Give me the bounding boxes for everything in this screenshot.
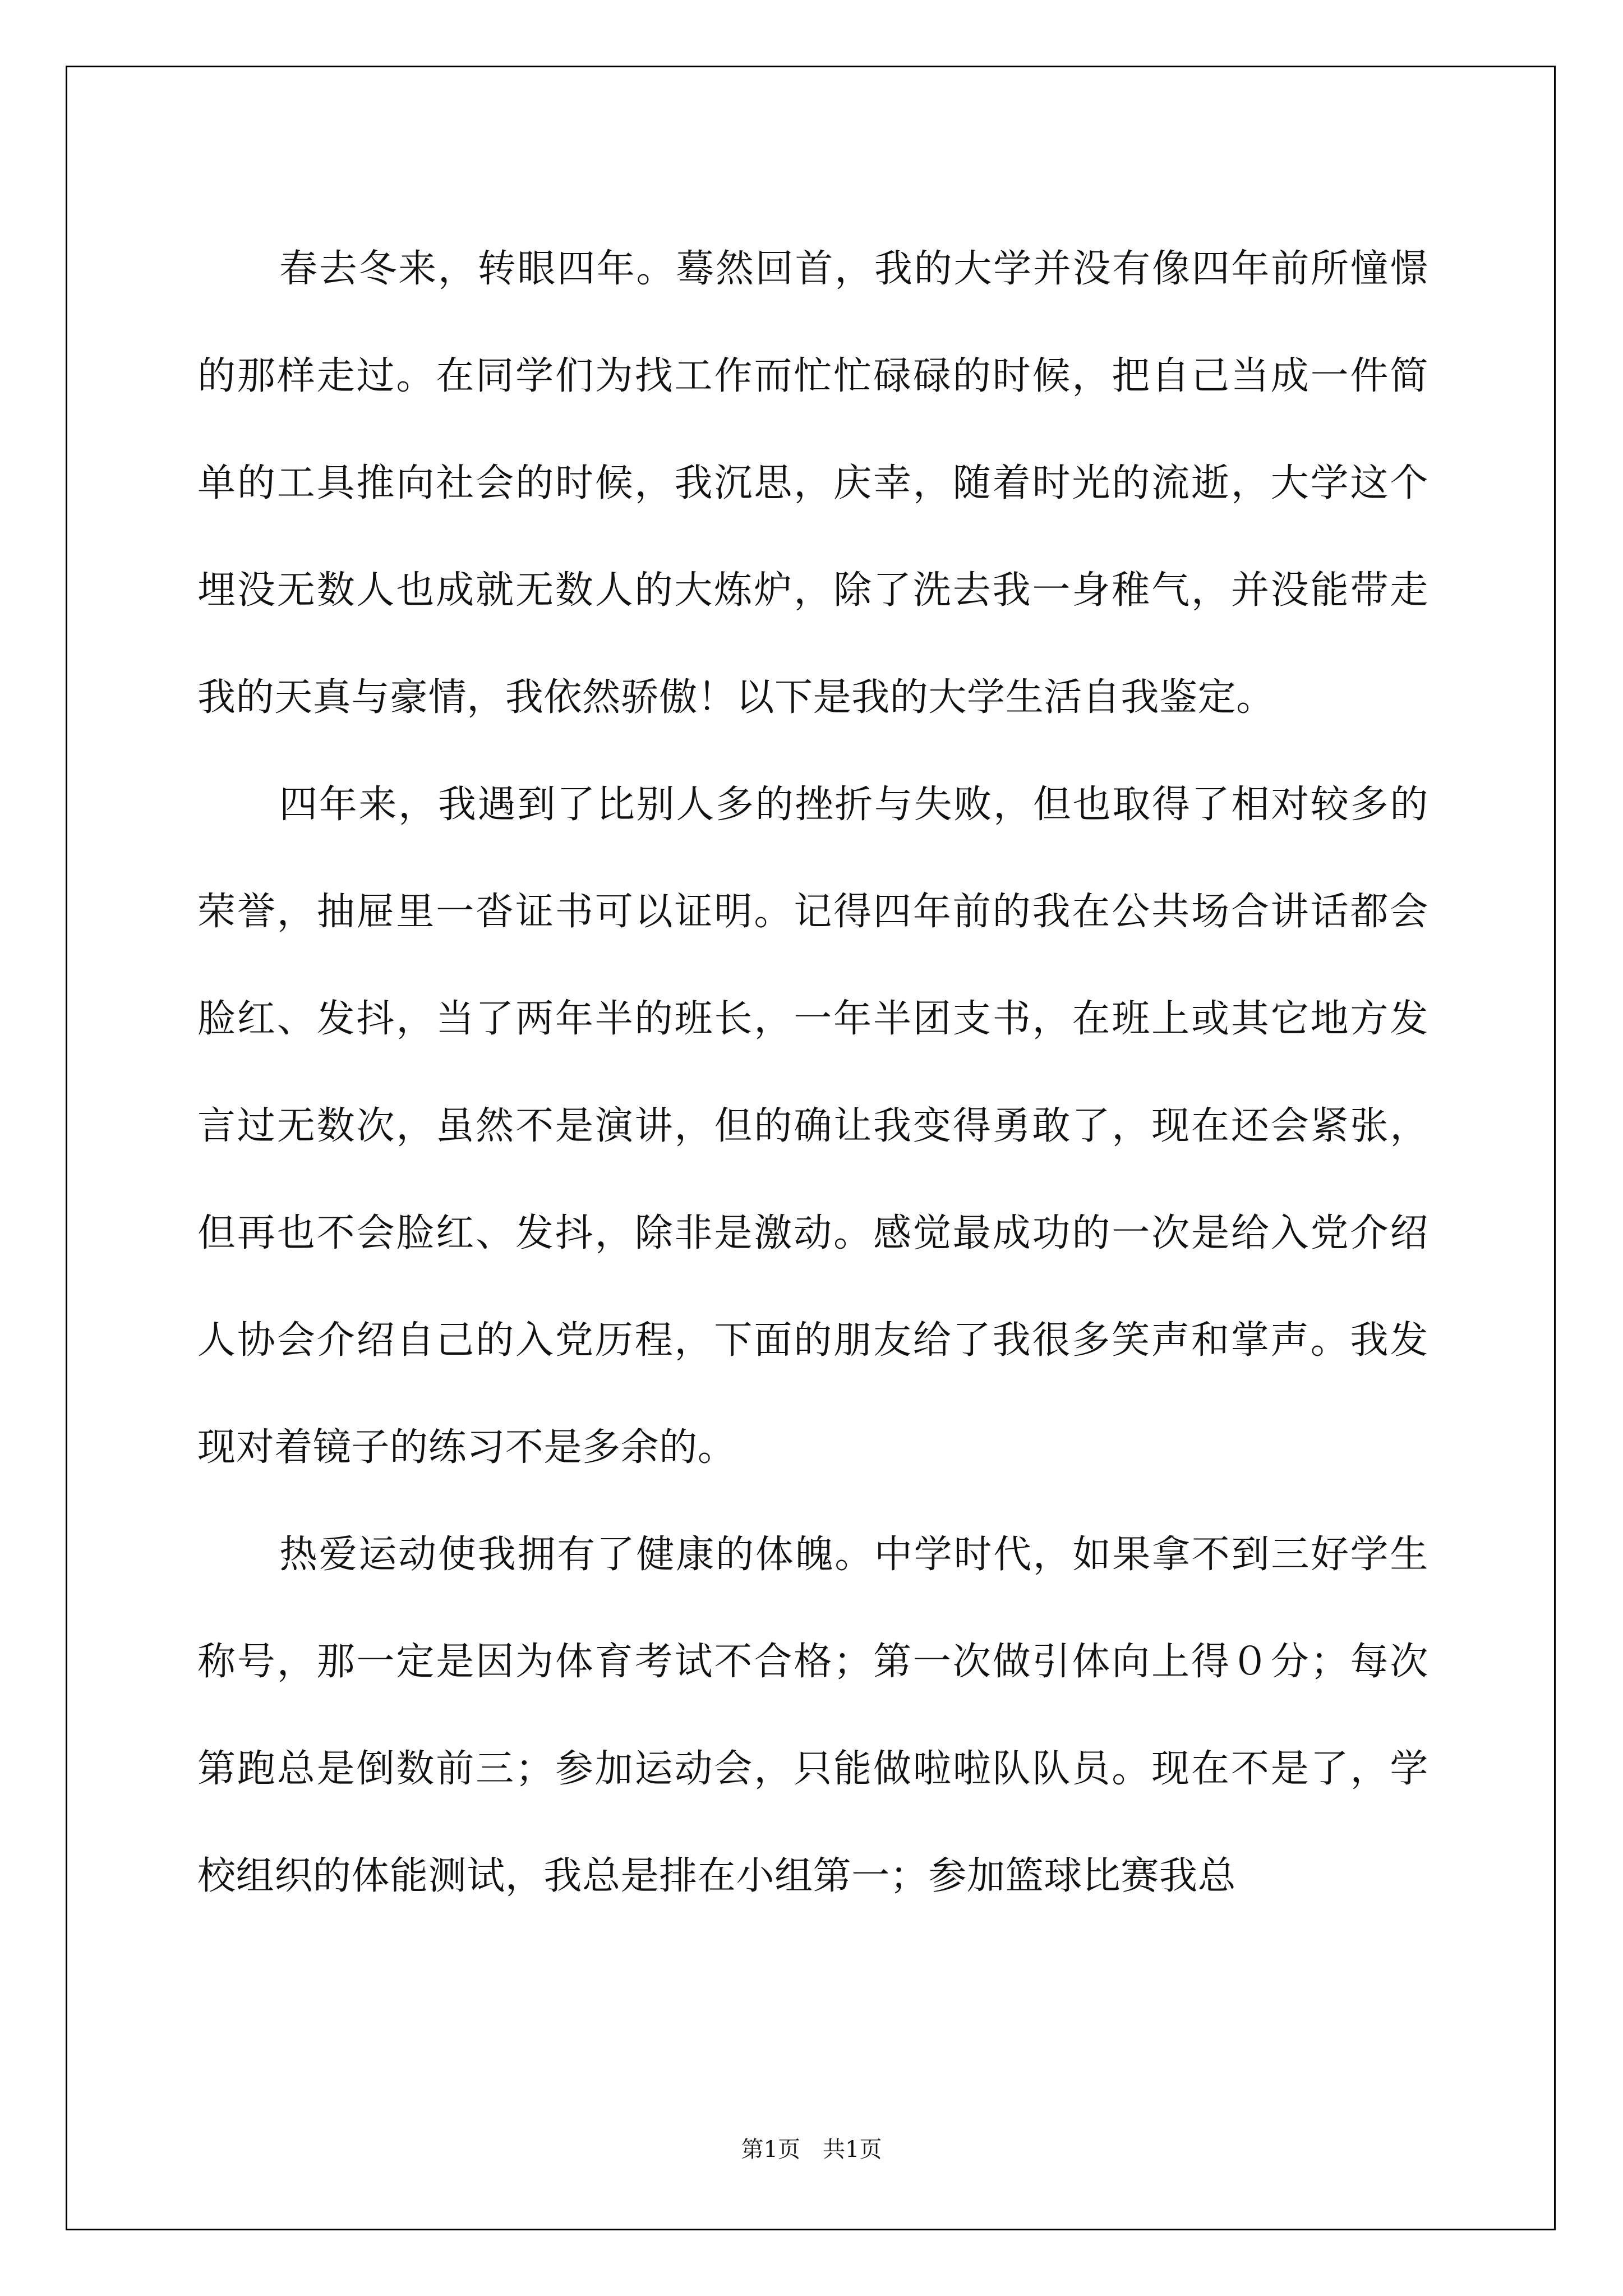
document-body: [197, 215, 1428, 1930]
paragraph-3: 热爱运动使我拥有了健康的体魄。中学时代，如果拿不到三好学生称号，那一定是因为体育考试不合格；第一次做引体向上得０分；每次第跑总是倒数前三；参加运动会，只能做啦啦队队员。现在不是了，学校组织的体能测试，我总是排在小组第一；参加篮球比赛我总: [197, 1533, 1428, 1898]
page-number-footer: 第1页 共1页: [741, 2137, 882, 2162]
paragraph-1: 春去冬来，转眼四年。蓦然回首，我的大学并没有像四年前所憧憬的那样走过。在同学们为找工作而忙忙碌碌的时候，把自己当成一件简单的工具推向社会的时候，我沉思，庆幸，随着时光的流逝，大学这个埋没无数人也成就无数人的大炼炉，除了洗去我一身稚气，并没能带走我的天真与豪情，我依然骄傲！以下是我的大学生活自我鉴定。: [197, 247, 1428, 720]
paragraph-2: 四年来，我遇到了比别人多的挫折与失败，但也取得了相对较多的荣誉，抽屉里一沓证书可以证明。记得四年前的我在公共场合讲话都会脸红、发抖，当了两年半的班长，一年半团支书，在班上或其它地方发言过无数次，虽然不是演讲，但的确让我变得勇敢了，现在还会紧张，但再也不会脸红、发抖，除非是激动。感觉最成功的一次是给入党介绍人协会介绍自己的入党历程，下面的朋友给了我很多笑声和掌声。我发现对着镜子的练习不是多余的。: [197, 783, 1428, 1470]
